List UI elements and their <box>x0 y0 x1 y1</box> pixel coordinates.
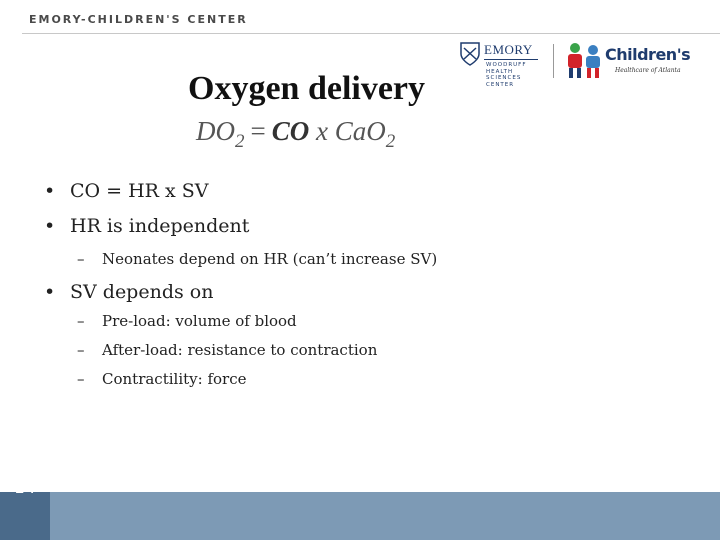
bullet-text: Neonates depend on HR (can’t increase SV) <box>102 250 438 268</box>
childrens-tagline: Healthcare of Atlanta <box>615 67 681 74</box>
sub-bullet-item <box>77 312 297 330</box>
bullet-mark: • <box>44 281 56 303</box>
page-number-box <box>0 492 50 540</box>
bullet-text: Contractility: force <box>102 370 247 388</box>
emory-wordmark: EMORY <box>484 42 533 57</box>
bullet-mark: – <box>77 370 85 388</box>
header-divider <box>22 33 720 34</box>
logo-divider <box>553 44 554 78</box>
org-header: EMORY-CHILDREN'S CENTER <box>29 13 248 26</box>
formula-do-subscript: 2 <box>235 131 245 152</box>
emory-line: SCIENCES <box>486 75 522 81</box>
childrens-wordmark: Children's <box>605 45 691 64</box>
bullet-text: Pre-load: volume of blood <box>102 312 297 330</box>
bullet-item <box>44 180 209 202</box>
childrens-logo <box>563 40 693 84</box>
emory-line: CENTER <box>486 81 515 88</box>
emory-divider <box>484 59 538 60</box>
bullet-mark: • <box>44 215 56 237</box>
formula-equals: = <box>250 116 266 146</box>
emory-shield-icon <box>460 42 480 66</box>
formula-cao: CaO <box>334 116 386 146</box>
bullet-text: SV depends on <box>70 281 214 303</box>
sub-bullet-item <box>77 370 247 388</box>
bullet-text: HR is independent <box>70 215 250 237</box>
bullet-text: After-load: resistance to contraction <box>102 341 378 359</box>
bullet-text: CO = HR x SV <box>70 180 209 202</box>
formula-cao-subscript: 2 <box>385 131 396 152</box>
sub-bullet-item <box>77 341 377 359</box>
bullet-item <box>44 281 213 303</box>
bullet-item <box>44 215 249 237</box>
bullet-mark: – <box>77 341 85 359</box>
sub-bullet-item <box>77 250 437 268</box>
bullet-mark: – <box>77 312 85 330</box>
slide-title: Oxygen delivery <box>188 70 426 107</box>
emory-line: HEALTH <box>486 68 514 75</box>
formula-co: CO <box>271 116 310 146</box>
page-number: 14 <box>14 478 36 498</box>
formula-times: x <box>316 116 328 146</box>
bullet-mark: • <box>44 180 56 202</box>
emory-line: WOODRUFF <box>486 62 527 68</box>
formula-do: DO <box>196 116 235 146</box>
childrens-kids-icon <box>563 40 605 80</box>
footer-bar <box>0 492 720 540</box>
emory-subtitle <box>486 62 527 88</box>
bullet-mark: – <box>77 250 85 268</box>
emory-logo <box>460 42 542 92</box>
oxygen-delivery-formula <box>196 116 395 153</box>
